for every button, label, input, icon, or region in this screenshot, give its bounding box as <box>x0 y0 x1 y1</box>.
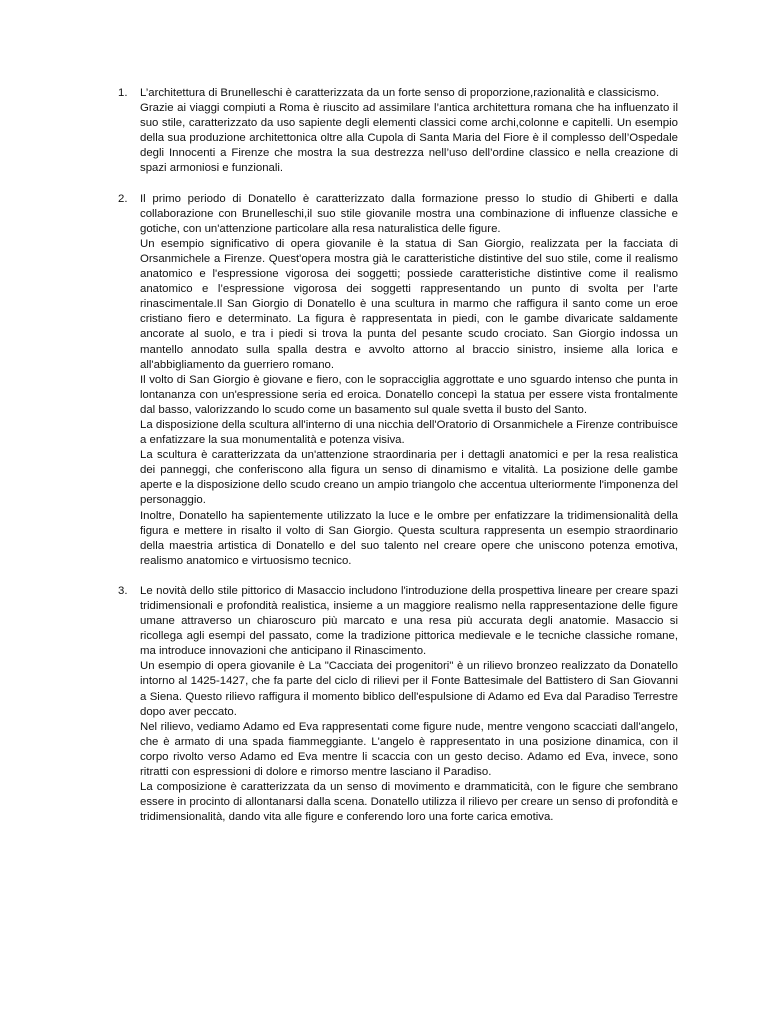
paragraph: Un esempio significativo di opera giovanile è la statua di San Giorgio, realizzata per la facciata di Orsanmichele a Firenze. Quest'opera mostra già le caratteristiche distintive del suo stile, come il realismo anatomico e l'espressione vigorosa dei soggetti; possiede caratteristiche distintive come il realismo anatomico e l’espressione vigorosa dei soggetti rappresentando un punto di svolta per l’arte rinascimentale.Il San Giorgio di Donatello è una scultura in marmo che raffigura il santo come un eroe cristiano fiero e determinato. La figura è rappresentata in piedi, con le gambe divaricate saldamente ancorate al suolo, e tra i piedi si trova la punta del pesante scudo crociato. San Giorgio indossa un mantello annodato sulla spalla destra e avvolto attorno al braccio sinistro, insieme alla lorica e all'abbigliamento da guerriero romano. <box>140 237 678 371</box>
paragraph: Un esempio di opera giovanile è La "Cacciata dei progenitori" è un rilievo bronzeo realizzato da Donatello intorno al 1425-1427, che fa parte del ciclo di rilievi per il Fonte Battesimale del Battistero di San Giovanni a Siena. Questo rilievo raffigura il momento biblico dell'espulsione di Adamo ed Eva dal Paradiso Terrestre dopo aver peccato. <box>140 660 678 718</box>
list-item-number: 2. <box>118 192 128 205</box>
paragraph: Le novità dello stile pittorico di Masaccio includono l'introduzione della prospettiva lineare per creare spazi tridimensionali e profondità realistica, insieme a un maggiore realismo nella rappresentazione delle figure umane attraverso un chiaroscuro più marcato e una resa più accurata degli anatomie. Masaccio si ricollega agli esempi del passato, come la tradizione pittorica medievale e le tecniche classiche romane, ma introduce innovazioni che anticipano il Rinascimento. <box>140 584 678 658</box>
numbered-list <box>118 86 678 825</box>
paragraph: La disposizione della scultura all'interno di una nicchia dell'Oratorio di Orsanmichele a Firenze contribuisce a enfatizzare la sua monumentalità e potenza visiva. <box>140 418 678 447</box>
paragraph: Il primo periodo di Donatello è caratterizzato dalla formazione presso lo studio di Ghiberti e dalla collaborazione con Brunelleschi,il suo stile giovanile mostra una combinazione di influenze classiche e gotiche, con un'attenzione particolare alla resa naturalistica delle figure. <box>140 192 678 235</box>
paragraph: L’architettura di Brunelleschi è caratterizzata da un forte senso di proporzione,razionalità e classicismo. Grazie ai viaggi compiuti a Roma è riuscito ad assimilare l’antica architettura romana che ha influenzato il suo stile, caratterizzato da uso sapiente degli elementi classici come archi,colonne e capitelli. Un esempio della sua produzione architettonica oltre alla Cupola di Santa Maria del Fiore è il complesso dell’Ospedale degli Innocenti a Firenze che mostra la sua destrezza nell’uso dell’ordine classico e nella creazione di spazi armoniosi e funzionali. <box>140 87 678 175</box>
paragraph: La composizione è caratterizzata da un senso di movimento e drammaticità, con le figure che sembrano essere in procinto di allontanarsi dalla scena. Donatello utilizza il rilievo per creare un senso di profondità e tridimensionalità, dando vita alle figure e conferendo loro una forte carica emotiva. <box>140 781 678 824</box>
list-item <box>118 86 678 177</box>
paragraph: La scultura è caratterizzata da un'attenzione straordinaria per i dettagli anatomici e per la resa realistica dei panneggi, che conferiscono alla figura un senso di dinamismo e vitalità. La posizione delle gambe aperte e la disposizione dello scudo creano un ampio triangolo che accentua ulteriormente l'imponenza del personaggio. <box>140 449 678 507</box>
list-item <box>118 192 678 569</box>
paragraph: Il volto di San Giorgio è giovane e fiero, con le sopracciglia aggrottate e uno sguardo intenso che punta in lontananza con un'espressione seria ed eroica. Donatello concepì la statua per essere vista frontalmente dal basso, valorizzando lo scudo come un basamento sul quale svetta il busto del Santo. <box>140 373 678 416</box>
list-item-number: 1. <box>118 87 128 99</box>
list-item-number: 3. <box>118 584 128 597</box>
paragraph: Inoltre, Donatello ha sapientemente utilizzato la luce e le ombre per enfatizzare la tridimensionalità della figura e mettere in risalto il volto di San Giorgio. Questa scultura rappresenta un esempio straordinario della maestria artistica di Donatello e del suo talento nel creare opere che uniscono potenza emotiva, realismo anatomico e virtuosismo tecnico. <box>140 509 678 567</box>
list-item <box>118 584 678 826</box>
paragraph: Nel rilievo, vediamo Adamo ed Eva rappresentati come figure nude, mentre vengono scacciati dall'angelo, che è armato di una spada fiammeggiante. L'angelo è rappresentato in una posizione dinamica, con il corpo rivolto verso Adamo ed Eva mentre li scaccia con un gesto deciso. Adamo ed Eva, invece, sono ritratti con espressioni di dolore e rimorso mentre lasciano il Paradiso. <box>140 720 678 779</box>
